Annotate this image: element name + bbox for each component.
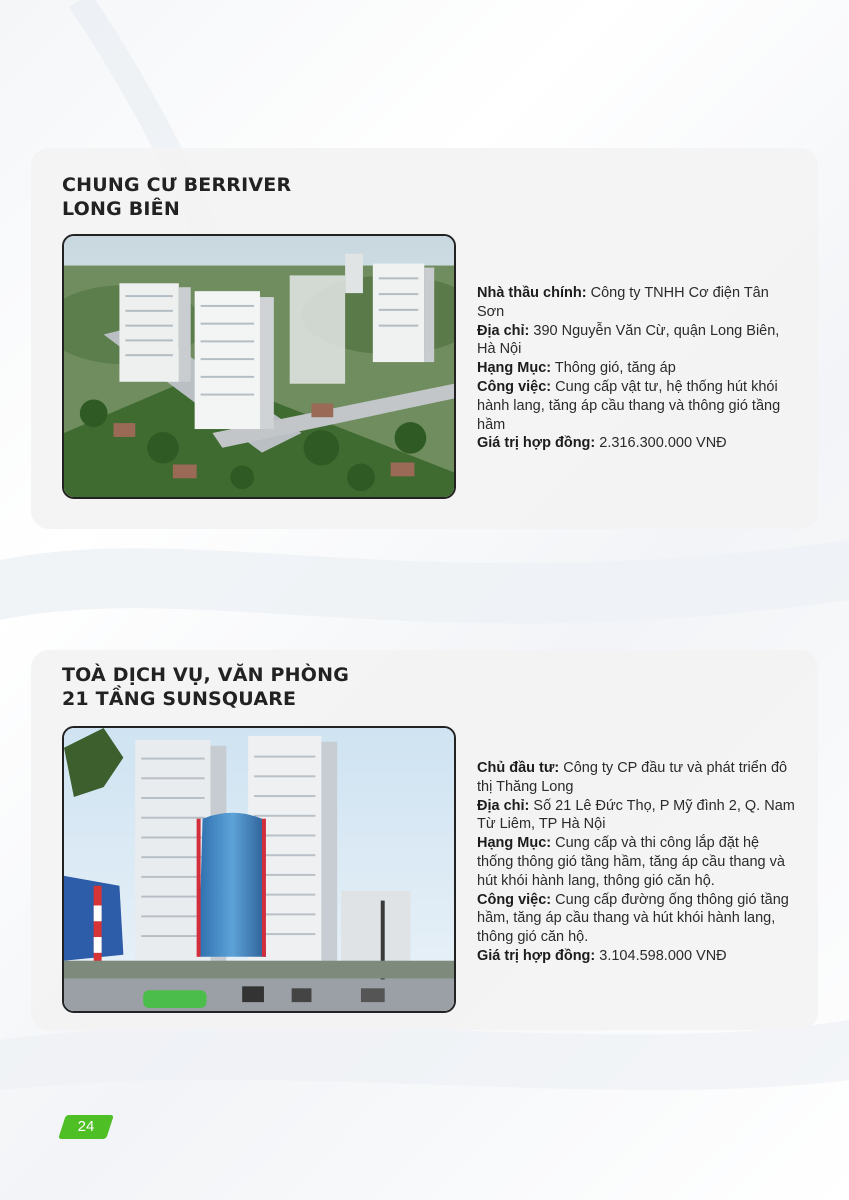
project-title <box>62 173 291 221</box>
project-title <box>62 663 349 711</box>
detail-address: Địa chỉ: 390 Nguyễn Văn Cừ, quận Long Biên, Hà Nội <box>477 322 780 358</box>
detail-address: Địa chỉ: Số 21 Lê Đức Thọ, P Mỹ đình 2, Q. Nam Từ Liêm, TP Hà Nội <box>477 797 795 833</box>
detail-contractor: Nhà thầu chính: Công ty TNHH Cơ điện Tân Sơn <box>477 285 769 320</box>
detail-contract-value: Giá trị hợp đồng: 3.104.598.000 VNĐ <box>477 947 727 964</box>
project-title-line1: TOÀ DỊCH VỤ, VĂN PHÒNG <box>62 664 349 686</box>
project-details <box>477 284 797 453</box>
detail-contract-value: Giá trị hợp đồng: 2.316.300.000 VNĐ <box>477 435 727 452</box>
project-card-sunsquare <box>31 650 818 1030</box>
project-title-line2: LONG BIÊN <box>62 198 180 220</box>
project-photo-sunsquare <box>62 726 456 1013</box>
detail-work: Công việc: Cung cấp đường ống thông gió tầng hầm, tăng áp cầu thang và hút khói hành lang, thông gió căn hộ. <box>477 891 789 946</box>
office-tower-illustration <box>64 728 454 1011</box>
detail-work: Công việc: Cung cấp vật tư, hệ thống hút khói hành lang, tăng áp cầu thang và thông gió tầng hầm <box>477 378 781 433</box>
project-title-line2: 21 TẦNG SUNSQUARE <box>62 688 297 710</box>
detail-investor: Chủ đầu tư: Công ty CP đầu tư và phát triển đô thị Thăng Long <box>477 760 788 795</box>
detail-category: Hạng Mục: Thông gió, tăng áp <box>477 360 676 377</box>
project-details <box>477 759 797 966</box>
detail-category: Hạng Mục: Cung cấp và thi công lắp đặt hệ thống thông gió tầng hầm, tăng áp cầu thang và hút khói hành lang, thông gió căn hộ. <box>477 835 785 889</box>
project-title-line1: CHUNG CƯ BERRIVER <box>62 174 292 196</box>
project-photo-berriver <box>62 234 456 499</box>
apartment-towers-illustration <box>64 236 454 497</box>
page-number: 24 <box>77 1118 95 1135</box>
project-card-berriver <box>31 148 818 529</box>
